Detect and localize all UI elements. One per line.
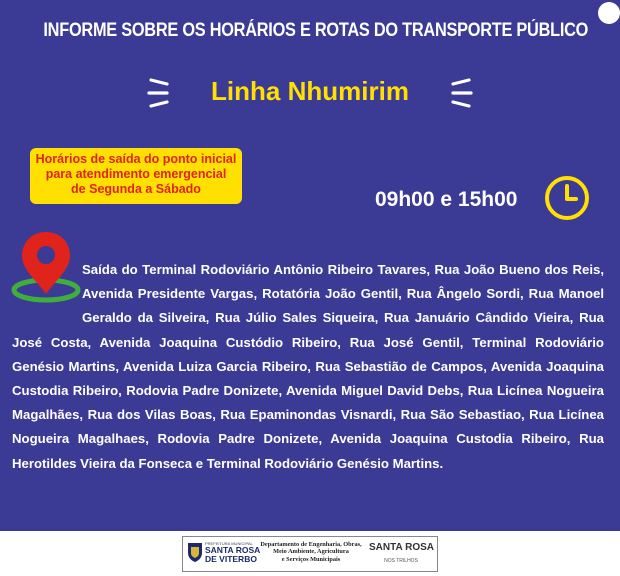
departure-times: 09h00 e 15h00 bbox=[375, 188, 518, 211]
city-hall-label: PREFEITURA MUNICIPAL bbox=[205, 541, 253, 546]
schedule-line-1: Horários de saída do ponto inicial bbox=[35, 152, 237, 166]
clock-icon bbox=[544, 175, 590, 221]
schedule-badge bbox=[30, 148, 242, 204]
line-name: Linha Nhumirim bbox=[211, 76, 409, 106]
pin-spacer bbox=[12, 258, 82, 329]
footer-logos bbox=[182, 536, 438, 572]
footer bbox=[0, 531, 620, 576]
city-crest-icon bbox=[187, 541, 203, 563]
schedule-line-3: de Segunda a Sábado bbox=[71, 182, 201, 196]
department-name bbox=[257, 541, 365, 563]
line-banner bbox=[145, 74, 475, 114]
brand-tagline: NOS TRILHOS bbox=[384, 558, 418, 564]
department-line-1: Departamento de Engenharia, Obras, bbox=[260, 541, 362, 548]
page-title: INFORME SOBRE OS HORÁRIOS E ROTAS DO TRANSPORTE PÚBLICO bbox=[43, 20, 589, 41]
schedule-badge-text bbox=[30, 152, 242, 197]
burst-right-icon bbox=[451, 78, 473, 108]
city-name bbox=[205, 546, 260, 564]
city-name-line-1: SANTA ROSA bbox=[205, 545, 261, 555]
department-line-3: e Serviços Municipais bbox=[281, 555, 341, 563]
route-text: Saída do Terminal Rodoviário Antônio Ribeiro Tavares, Rua João Bueno dos Reis, Avenida Presidente Vargas, Rotatória João Gentil, Rua Ângelo Sordi, Rua Manoel Geraldo da Silveira, Rua Júlio Sales Siqueira, Rua Januário Cândido Vieira, Rua José Costa, Avenida Joaquina Custódio Ribeiro, Rua José Gentil, Terminal Rodoviário Genésio Martins, Avenida Luiza Garcia Ribeiro, Rua Sebastião de Campos, Avenida Joaquina Custodia Ribeiro, Rodovia Padre Donizete, Avenida Miguel David Debs, Rua Licínea Nogueira Magalhães, Rua dos Vilas Boas, Rua Epaminondas Visnardi, Rua São Sebastiao, Rua Licínea Nogueira Magalhaes, Rodovia Padre Donizete, Avenida Joaquina Custodia Ribeiro, Rua Herotildes Vieira da Fonseca e Terminal Rodoviário Genésio Martins. bbox=[12, 262, 604, 471]
corner-dot bbox=[598, 2, 620, 24]
department-line-2: Meio Ambiente, Agricultura bbox=[273, 548, 349, 556]
brand-logo: SANTA ROSA bbox=[369, 542, 434, 553]
schedule-line-2: para atendimento emergencial bbox=[45, 167, 227, 181]
route-description bbox=[12, 258, 604, 476]
city-name-line-2: DE VITERBO bbox=[205, 554, 257, 564]
